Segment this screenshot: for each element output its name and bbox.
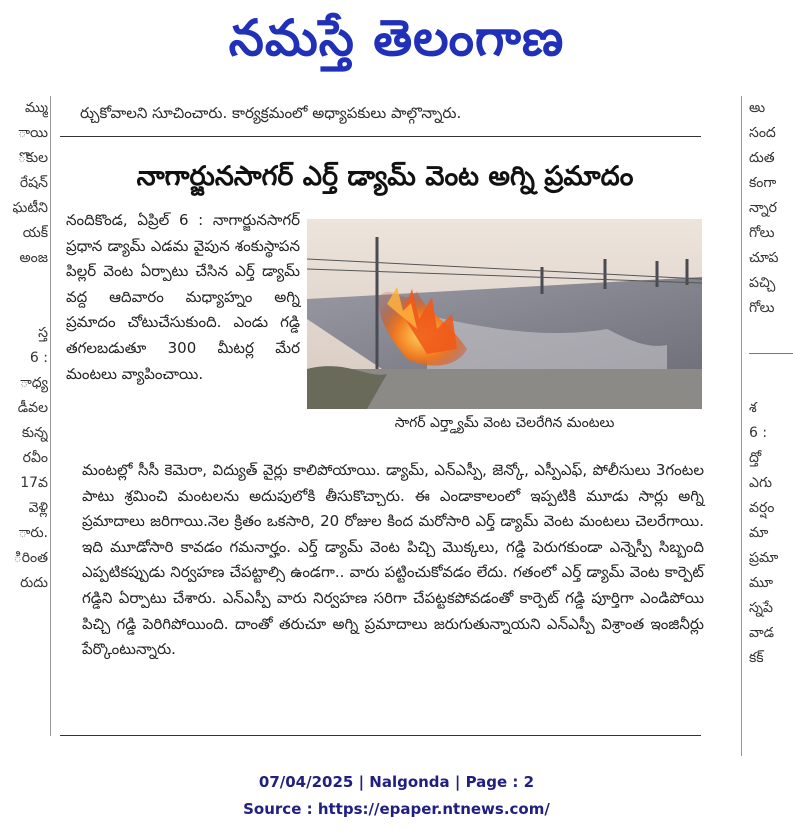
right-strip-line: కంగా <box>749 175 777 191</box>
photo-caption: సాగర్ ఎర్త్డ్యామ్ వెంట చెలరేగిన మంటలు <box>394 415 615 431</box>
right-strip-line <box>749 346 793 371</box>
article-top-rule <box>60 136 701 137</box>
article-bottom-rule <box>60 735 701 736</box>
right-strip-line: ఎగు <box>749 475 772 491</box>
article-body: మంటల్లో సీసీ కెమెరా, విద్యుత్ వైర్లు కాలిపోయాయి. డ్యామ్, ఎన్ఎస్పీ, జెన్కో, ఎస్పీఎఫ్, పోలీసులు 3గంటల పాటు శ్రమించి మంటలను అదుపులోకి తీసుకొచ్చారు. ఈ ఎండాకాలంలో ఇప్పటికి మూడు సార్లు అగ్ని ప్రమాదాలు జరిగాయి.నెల క్రితం ఒకసారి, 20 రోజుల కింద మరోసారి ఎర్త్ డ్యామ్ వెంట మంటలు చెలరేగాయి. ఇది మూడోసారి కావడం గమనార్హం. ఎర్త్ డ్యామ్ వెంట పిచ్చి మొక్కలు, గడ్డి పెరుగకుండా ఎన్నెస్పీ సిబ్బంది ఎప్పటికప్పుడు నిర్వహణ చేపట్టాల్సి ఉండగా.. వారు పట్టించుకోవడం లేదు. గతంలో ఎర్త్ డ్యామ్ వెంట కార్పెట్ గడ్డిని ఏర్పాటు చేశారు. ఎన్ఎస్పీ వారు నిర్వహణ సరిగా చేపట్టకపోవడంతో కార్పెట్ గడ్డి పూర్తిగా ఎండిపోయి పిచ్చి గడ్డి పెరిగిపోయింది. దాంతో తరుచూ అగ్ని ప్రమాదాలు జరుగుతున్నాయని ఎన్ఎస్పీ విశ్రాంత ఇంజినీర్లు పేర్కొంటున్నారు. <box>82 461 704 659</box>
masthead <box>0 0 793 82</box>
right-strip-line: అు <box>749 100 766 116</box>
right-column-separator <box>749 353 793 354</box>
left-strip-line: డీవల <box>17 400 48 416</box>
left-strip-line: రేషన్ <box>19 175 48 191</box>
left-strip-line: రుదు <box>20 575 48 591</box>
left-strip-line: ారు. <box>18 525 48 541</box>
left-strip-line: ిరింత <box>13 550 48 566</box>
right-strip-line: పచ్చి <box>749 275 776 291</box>
left-strip-line <box>0 296 48 321</box>
left-strip-line: మ్ము <box>25 100 48 116</box>
left-column-fragment <box>0 96 48 686</box>
column-divider-left <box>50 96 51 736</box>
right-strip-line: గోలు <box>749 225 775 241</box>
left-strip-line: ాధ్య <box>20 375 48 391</box>
right-strip-line <box>749 321 793 346</box>
right-strip-line: న్నార <box>749 200 777 216</box>
masthead-title: నమస్తే తెలంగాణ <box>228 8 565 67</box>
page-footer <box>0 769 793 823</box>
left-strip-line: 6 : <box>29 350 48 366</box>
right-strip-line: గోలు <box>749 300 775 316</box>
left-strip-line: రవీం <box>22 450 48 466</box>
left-strip-line: అంజ <box>19 250 48 266</box>
right-strip-line: కక్ <box>749 650 764 666</box>
right-column-fragment <box>749 96 793 756</box>
left-strip-line: ొకుల <box>17 150 48 166</box>
right-strip-line: మా <box>749 525 769 541</box>
left-strip-line: ాయి <box>18 125 48 141</box>
right-strip-line: దుత <box>749 150 775 166</box>
article-lead-column: నందికొండ, ఏప్రిల్ 6 : నాగార్జునసాగర్ ప్రధాన డ్యామ్ ఎడమ వైపున శంకుస్థాపన పిల్లర్ వెంట ఏర్పాటు చేసిన ఎర్త్ డ్యామ్ వద్ద ఆదివారం మధ్యాహ్నం అగ్ని ప్రమాదం చోటుచేసుకుంది. ఎండు గడ్డి తగలబడుతూ 300 మీటర్ల మేర మంటలు వ్యాపించాయి. <box>66 211 300 383</box>
right-strip-line: వాడ <box>749 625 775 641</box>
column-divider-right <box>741 96 742 756</box>
dam-fire-photo <box>307 219 702 409</box>
article-headline: నాగార్జునసాగర్ ఎర్త్ డ్యామ్ వెంట అగ్ని ప్రమాదం <box>136 161 634 192</box>
right-strip-line: ద్తో <box>749 450 762 466</box>
left-strip-line: స్త <box>38 325 48 341</box>
left-strip-line <box>0 271 48 296</box>
right-strip-line: చూప <box>749 250 779 266</box>
right-strip-line: వర్షం <box>749 500 775 516</box>
right-strip-line <box>749 371 793 396</box>
left-strip-line: వెళ్లి <box>28 500 48 516</box>
right-strip-line: మూ <box>749 575 774 591</box>
right-strip-line: సంద <box>749 125 776 141</box>
previous-article-closing-line: ర్చుకోవాలని సూచించారు. కార్యక్రమంలో అధ్యాపకులు పాల్గొన్నారు. <box>80 104 462 122</box>
right-strip-line: ప్రమా <box>749 550 779 566</box>
edition-info: 07/04/2025 | Nalgonda | Page : 2 <box>258 773 535 791</box>
article-photo <box>307 219 702 409</box>
left-strip-line: ఘటీని <box>12 200 48 216</box>
right-strip-line: 6 : <box>749 425 768 441</box>
right-strip-line: శ <box>749 400 757 416</box>
left-strip-line: యక్ <box>22 225 48 241</box>
source-url: Source : https://epaper.ntnews.com/ <box>243 800 550 818</box>
left-strip-line: కున్న <box>21 425 48 441</box>
left-strip-line: 17వ <box>20 475 48 491</box>
right-strip-line: స్నపే <box>749 600 774 616</box>
